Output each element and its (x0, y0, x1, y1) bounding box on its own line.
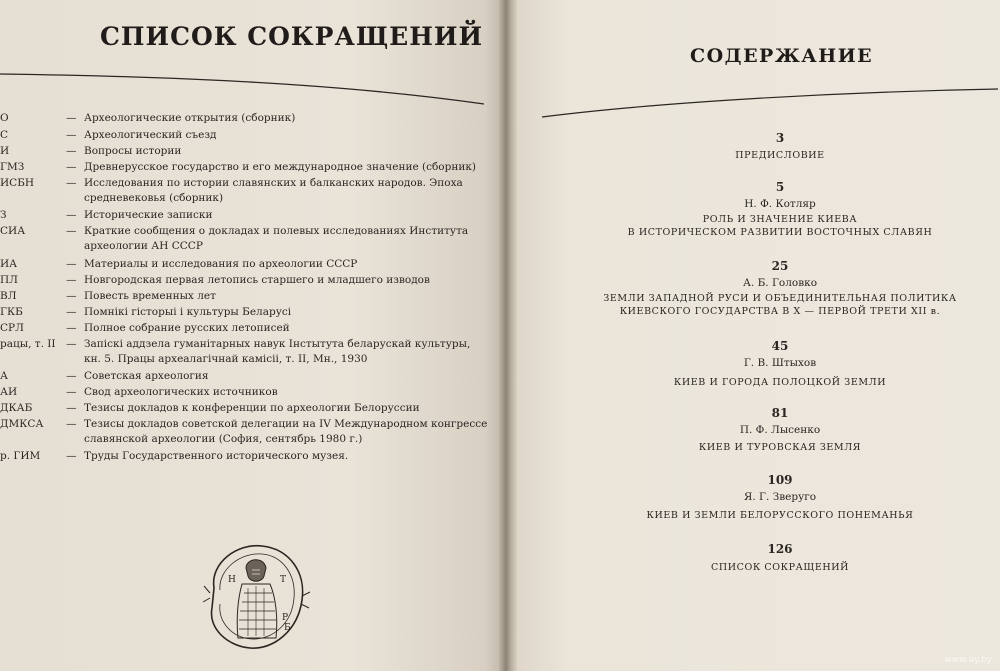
abbreviation-text: Новгородская первая летопись старшего и младшего изводов (84, 274, 430, 286)
abbreviation-text: Помнікі гісторыі і культуры Беларусі (84, 306, 292, 318)
seal-letter: Т (280, 575, 287, 585)
entry-title: КИЕВ И ГОРОДА ПОЛОЦКОЙ ЗЕМЛИ (673, 377, 887, 388)
dash: — (66, 386, 77, 398)
toc-entry (600, 131, 960, 162)
entry-title-continued: В ИСТОРИЧЕСКОМ РАЗВИТИИ ВОСТОЧНЫХ СЛАВЯН (627, 227, 933, 238)
entry-title: КИЕВ И ТУРОВСКАЯ ЗЕМЛЯ (698, 442, 862, 453)
abbreviation-key: рацы, т. II (0, 338, 56, 350)
dash: — (66, 225, 77, 237)
abbreviation-text: Краткие сообщения о докладах и полевых исследованиях Института (84, 225, 469, 237)
dash: — (66, 322, 77, 334)
entry-author: А. Б. Головко (742, 277, 818, 289)
abbreviation-text: Полное собрание русских летописей (84, 322, 290, 334)
entry-title: СПИСОК СОКРАЩЕНИЙ (710, 562, 850, 573)
dash: — (66, 338, 77, 350)
entry-title: КИЕВ И ЗЕМЛИ БЕЛОРУССКОГО ПОНЕМАНЬЯ (646, 510, 914, 521)
abbreviation-text: Материалы и исследования по археологии СССР (84, 258, 358, 270)
title-rule (0, 72, 485, 136)
abbreviation-text: Археологический съезд (84, 129, 217, 141)
watermark: www.ay.by (944, 655, 992, 665)
abbreviation-key: ИА (0, 258, 18, 270)
abbreviation-key: р. ГИМ (0, 450, 41, 462)
seal-letter: Б (284, 623, 291, 633)
abbreviation-text: Труды Государственного исторического музея. (84, 450, 349, 462)
abbreviation-key: О (0, 112, 9, 124)
abbreviation-text: Запіскі аддзела гуманітарных навук Інстытута беларускай культуры, (84, 338, 471, 350)
entry-author: Г. В. Штыхов (743, 357, 817, 369)
dash: — (66, 112, 77, 124)
dash: — (66, 177, 77, 189)
seal-letter: Р (282, 613, 289, 623)
dash: — (66, 418, 77, 430)
abbreviation-key: ГКБ (0, 306, 23, 318)
toc-entry (600, 180, 960, 239)
seal-illustration (202, 538, 312, 658)
abbreviation-key: С (0, 129, 9, 141)
page-number: 109 (767, 473, 793, 487)
abbreviation-text: Тезисы докладов к конференции по археологии Белоруссии (84, 402, 420, 414)
page-number: 5 (775, 180, 785, 194)
dash: — (66, 209, 77, 221)
entry-author: П. Ф. Лысенко (739, 424, 821, 436)
abbreviation-text: Свод археологических источников (84, 386, 278, 398)
seal-letter: Н (228, 575, 236, 585)
dash: — (66, 129, 77, 141)
abbreviation-key: ДКАБ (0, 402, 33, 414)
abbreviation-key: ПЛ (0, 274, 18, 286)
entry-title: ПРЕДИСЛОВИЕ (735, 150, 825, 161)
abbreviation-text: Повесть временных лет (84, 290, 216, 302)
abbreviation-key: ДМКСА (0, 418, 44, 430)
abbreviation-key: СИА (0, 225, 26, 237)
entry-author: Я. Г. Зверуго (743, 491, 817, 503)
abbreviation-text: Тезисы докладов советской делегации на IV Международном конгрессе (84, 418, 488, 430)
entry-author: Н. Ф. Котляр (744, 198, 816, 210)
contents-title: СОДЕРЖАНИЕ (690, 45, 874, 67)
abbreviation-key: А (0, 370, 8, 382)
dash: — (66, 290, 77, 302)
toc-entry (600, 259, 960, 318)
abbreviation-key: ВЛ (0, 290, 17, 302)
abbreviation-text-continued: археологии АН СССР (84, 240, 203, 252)
abbreviation-text: Исторические записки (84, 209, 213, 221)
abbreviations-title: СПИСОК СОКРАЩЕНИЙ (100, 22, 484, 51)
toc-entry (600, 473, 960, 522)
abbreviation-key: СРЛ (0, 322, 24, 334)
dash: — (66, 258, 77, 270)
abbreviation-key: АИ (0, 386, 18, 398)
toc-entry (600, 339, 960, 389)
dash: — (66, 402, 77, 414)
book-gutter (497, 0, 517, 671)
page-number: 81 (771, 406, 789, 420)
abbreviation-text: Археологические открытия (сборник) (84, 112, 296, 124)
abbreviation-text: Советская археология (84, 370, 209, 382)
abbreviation-text: Исследования по истории славянских и балканских народов. Эпоха (84, 177, 463, 189)
abbreviation-key: И (0, 145, 10, 157)
page-number: 126 (767, 542, 793, 556)
page-number: 25 (771, 259, 789, 273)
entry-title: ЗЕМЛИ ЗАПАДНОЙ РУСИ И ОБЪЕДИНИТЕЛЬНАЯ ПОЛИТИКА (603, 293, 957, 304)
abbreviation-key: З (0, 209, 7, 221)
dash: — (66, 274, 77, 286)
abbreviation-text: Древнерусское государство и его международное значение (сборник) (84, 161, 476, 173)
toc-entry (600, 406, 960, 454)
abbreviation-text: Вопросы истории (84, 145, 182, 157)
entry-title-continued: КИЕВСКОГО ГОСУДАРСТВА В X — ПЕРВОЙ ТРЕТИ XII в. (619, 306, 941, 317)
abbreviation-text-continued: славянской археологии (София, сентябрь 1980 г.) (84, 433, 363, 445)
abbreviation-key: ИСБН (0, 177, 35, 189)
abbreviation-text-continued: кн. 5. Працы археалагічнай камісіі, т. II, Мн., 1930 (84, 353, 368, 365)
abbreviation-key: ГМЗ (0, 161, 25, 173)
title-rule (540, 84, 1000, 124)
entry-title: РОЛЬ И ЗНАЧЕНИЕ КИЕВА (702, 214, 858, 225)
dash: — (66, 370, 77, 382)
page-number: 45 (771, 339, 789, 353)
dash: — (66, 450, 77, 462)
abbreviation-text-continued: средневековья (сборник) (84, 192, 224, 204)
toc-entry (600, 542, 960, 574)
dash: — (66, 306, 77, 318)
dash: — (66, 145, 77, 157)
dash: — (66, 161, 77, 173)
page-number: 3 (775, 131, 785, 145)
